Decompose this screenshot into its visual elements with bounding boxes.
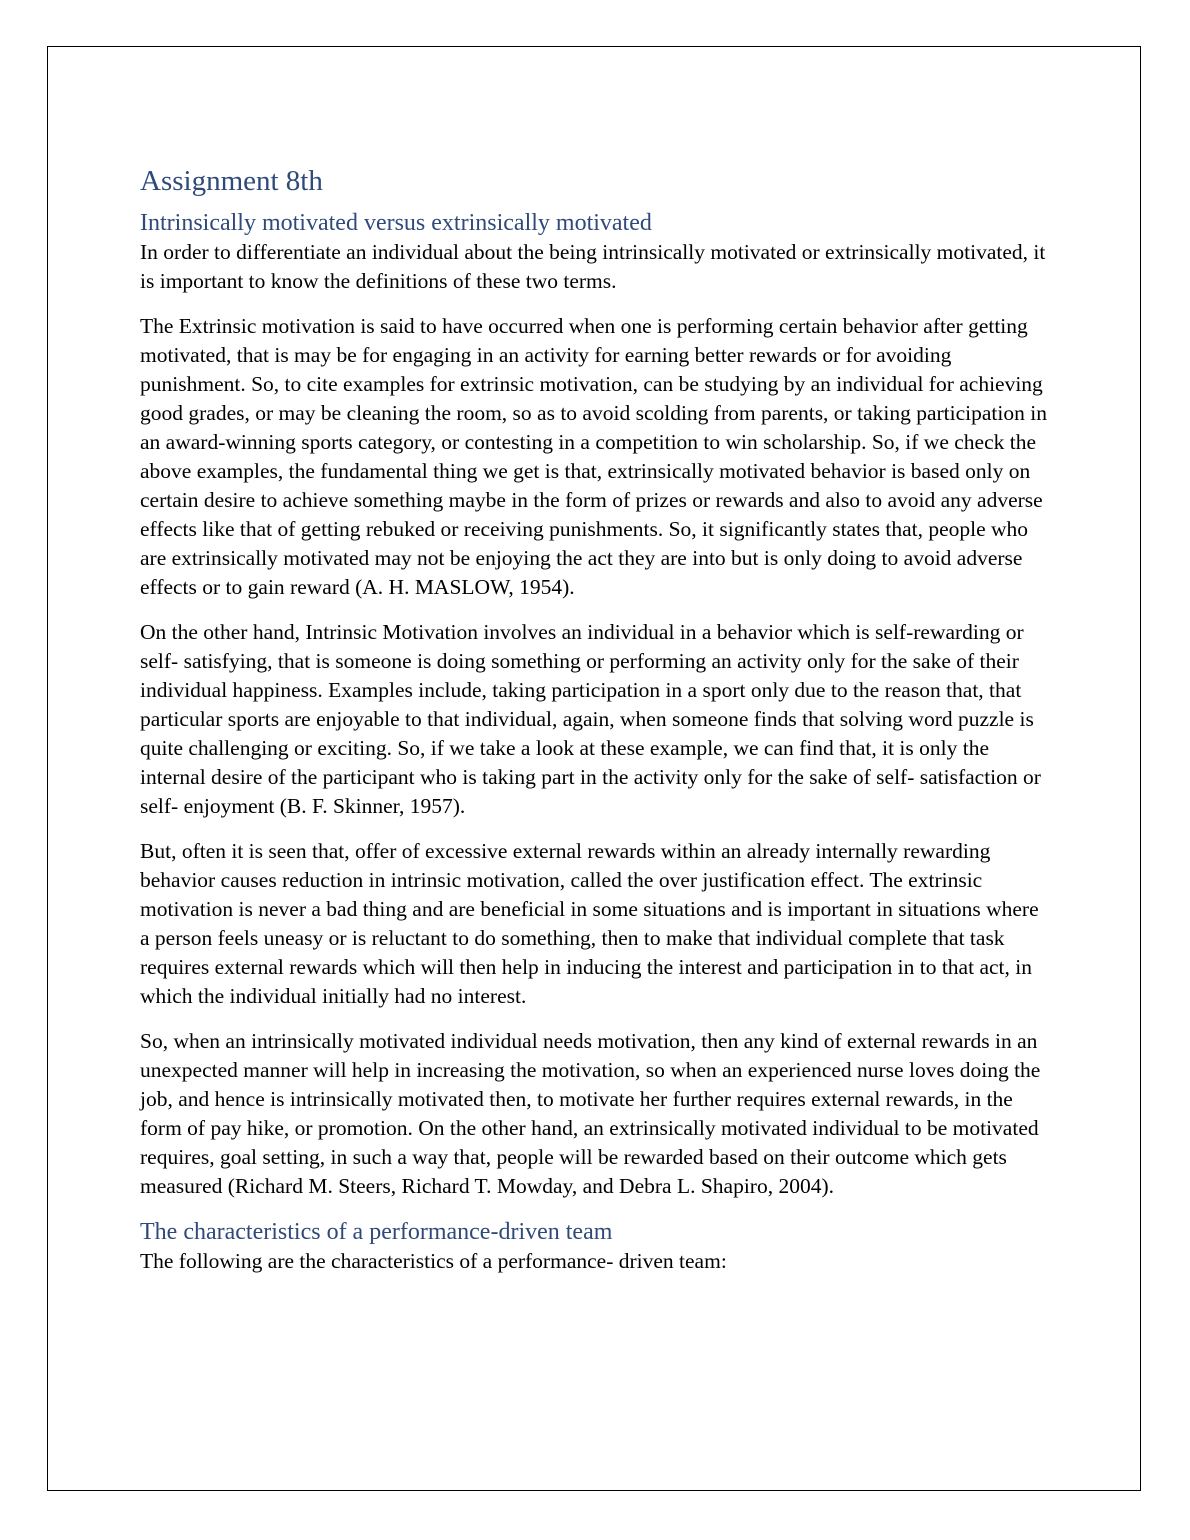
document-title: Assignment 8th bbox=[140, 165, 323, 197]
paragraph: On the other hand, Intrinsic Motivation involves an individual in a behavior which is self-rewarding or self- satisfying, that is someone is doing something or performing an activity only for the sake of their individual happiness. Examples include, taking participation in a sport only due to the reason that, that particular sports are enjoyable to that individual, again, when someone finds that solving word puzzle is quite challenging or exciting. So, if we take a look at these example, we can find that, it is only the internal desire of the participant who is taking part in the activity only for the sake of self- satisfaction or self- enjoyment (B. F. Skinner, 1957). bbox=[140, 620, 1041, 818]
document-body bbox=[140, 163, 1050, 1292]
section-heading-motivation: Intrinsically motivated versus extrinsically motivated bbox=[140, 210, 652, 236]
paragraph: So, when an intrinsically motivated individual needs motivation, then any kind of external rewards in an unexpected manner will help in increasing the motivation, so when an experienced nurse loves doing the job, and hence is intrinsically motivated then, to motivate her further requires external rewards, in the form of pay hike, or promotion. On the other hand, an extrinsically motivated individual to be motivated requires, goal setting, in such a way that, people will be rewarded based on their outcome which gets measured (Richard M. Steers, Richard T. Mowday, and Debra L. Shapiro, 2004). bbox=[140, 1029, 1041, 1198]
paragraph: In order to differentiate an individual about the being intrinsically motivated or extrinsically motivated, it is important to know the definitions of these two terms. bbox=[140, 240, 1046, 293]
paragraph: The Extrinsic motivation is said to have occurred when one is performing certain behavior after getting motivated, that is may be for engaging in an activity for earning better rewards or for avoiding punishment. So, to cite examples for extrinsic motivation, can be studying by an individual for achieving good grades, or may be cleaning the room, so as to avoid scolding from parents, or taking participation in an award-winning sports category, or contesting in a competition to win scholarship. So, if we check the above examples, the fundamental thing we get is that, extrinsically motivated behavior is based only on certain desire to achieve something maybe in the form of prizes or rewards and also to avoid any adverse effects like that of getting rebuked or receiving punishments. So, it significantly states that, people who are extrinsically motivated may not be enjoying the act they are into but is only doing to avoid adverse effects or to gain reward (A. H. MASLOW, 1954). bbox=[140, 314, 1047, 599]
paragraph: The following are the characteristics of a performance- driven team: bbox=[140, 1249, 727, 1273]
paragraph: But, often it is seen that, offer of excessive external rewards within an already internally rewarding behavior causes reduction in intrinsic motivation, called the over justification effect. The extrinsic motivation is never a bad thing and are beneficial in some situations and is important in situations where a person feels uneasy or is reluctant to do something, then to make that individual complete that task requires external rewards which will then help in inducing the interest and participation in to that act, in which the individual initially had no interest. bbox=[140, 839, 1039, 1008]
section-heading-performance-team: The characteristics of a performance-driven team bbox=[140, 1219, 613, 1245]
